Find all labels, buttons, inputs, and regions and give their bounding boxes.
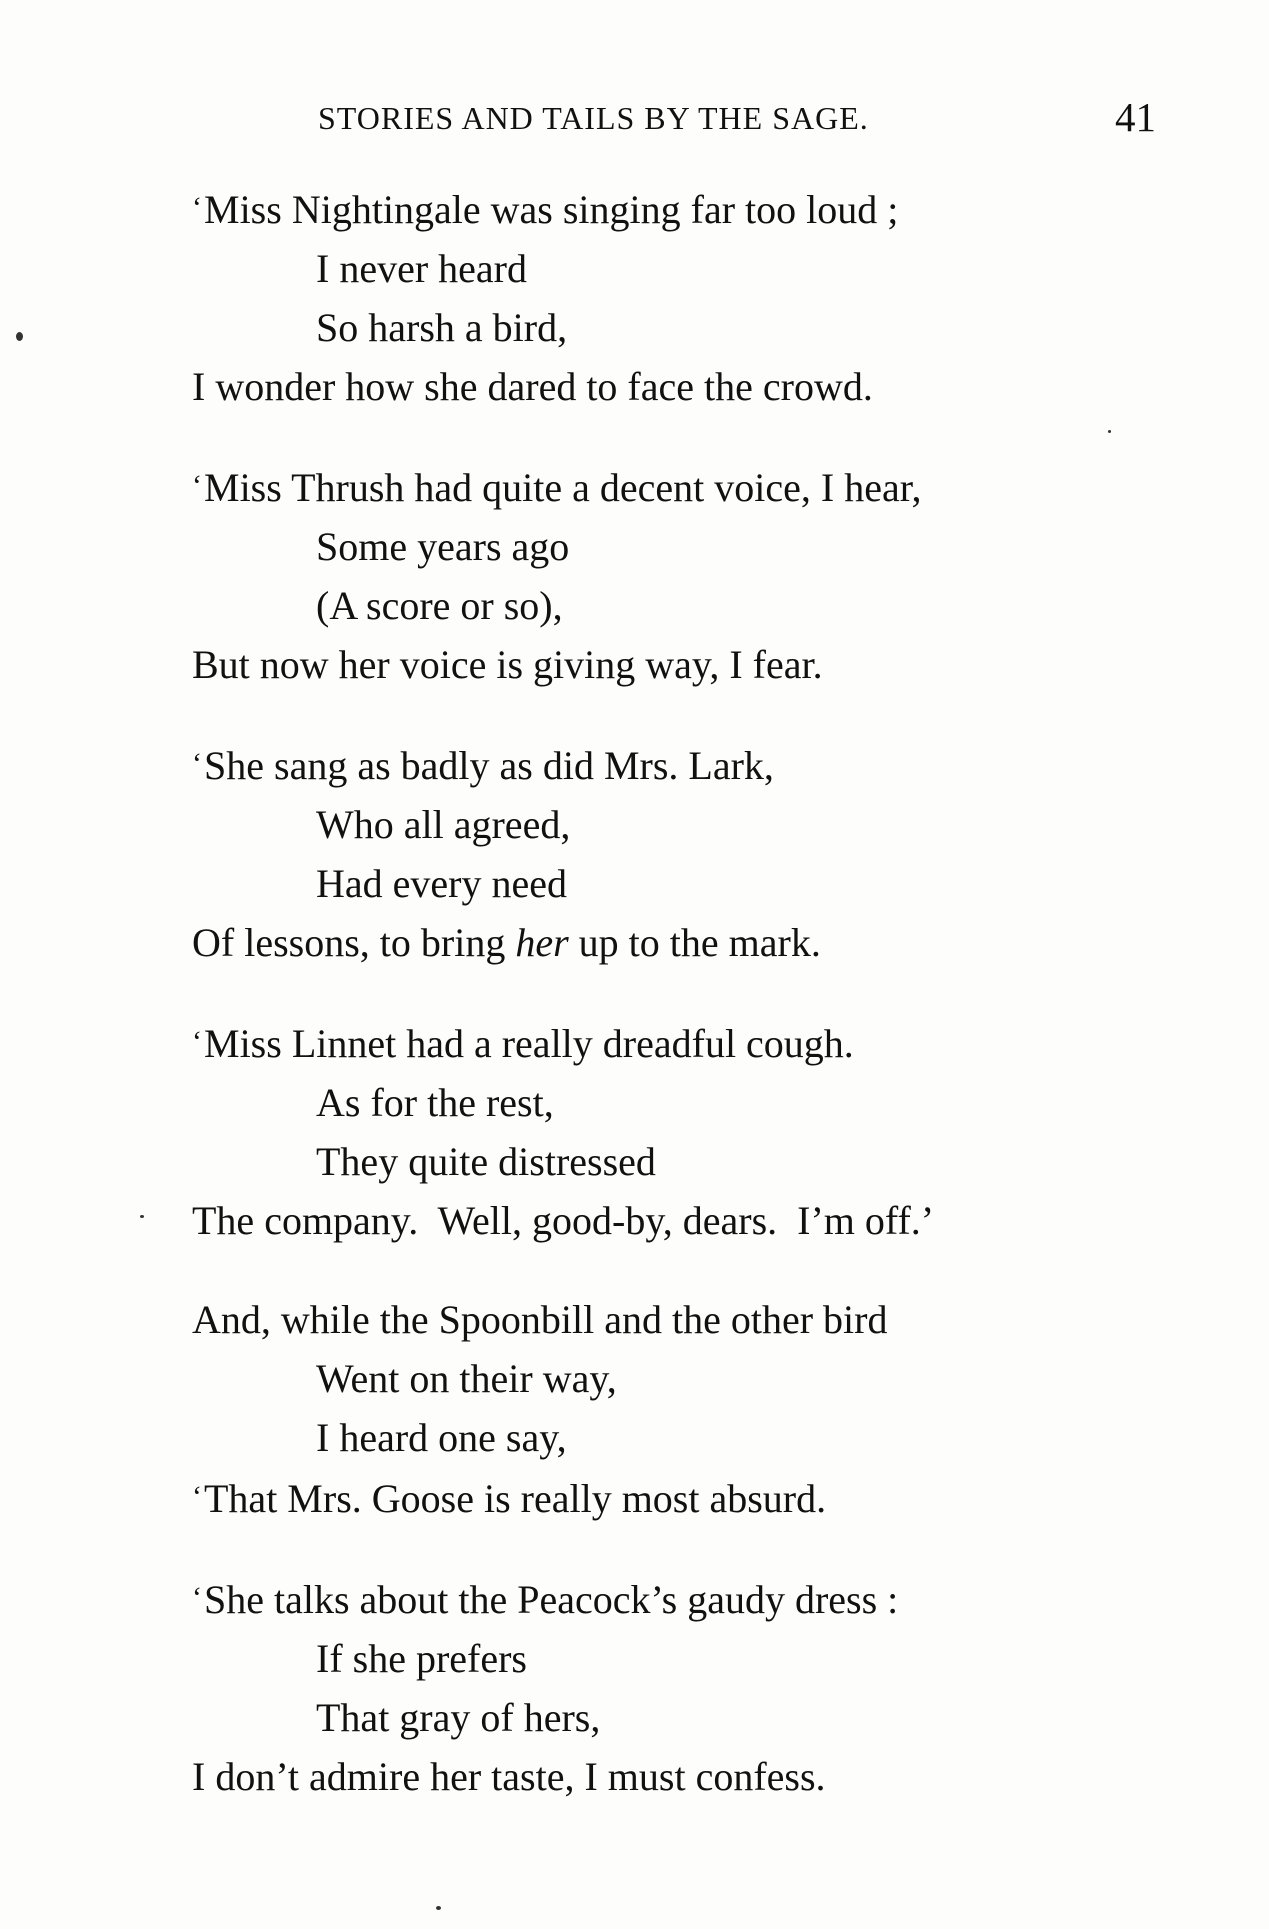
poem-line: I heard one say, — [316, 1415, 567, 1460]
running-title: STORIES AND TAILS BY THE SAGE. — [318, 100, 869, 136]
poem-line: I never heard — [316, 246, 527, 291]
stanza — [192, 456, 1192, 694]
poem-line: ‘She sang as badly as did Mrs. Lark, — [192, 743, 774, 788]
poem-line: So harsh a bird, — [316, 305, 568, 350]
stanza — [192, 1290, 1192, 1528]
stanza — [192, 1568, 1192, 1806]
poem-line: But now her voice is giving way, I fear. — [192, 642, 823, 687]
open-quote: ‘ — [192, 1025, 202, 1058]
poem-line: ‘Miss Nightingale was singing far too loud ; — [192, 187, 899, 232]
stanza — [192, 734, 1192, 972]
poem-line: ‘Miss Linnet had a really dreadful cough. — [192, 1021, 854, 1066]
page-number: 41 — [1115, 94, 1156, 140]
open-quote: ‘ — [192, 1581, 202, 1614]
open-quote: ‘ — [192, 747, 202, 780]
poem-line: Had every need — [316, 861, 567, 906]
poem-line: Went on their way, — [316, 1356, 617, 1401]
poem-line: ‘She talks about the Peacock’s gaudy dress : — [192, 1577, 899, 1622]
poem-line: ‘That Mrs. Goose is really most absurd. — [192, 1476, 827, 1521]
poem — [192, 178, 1192, 1846]
stanza — [192, 1012, 1192, 1250]
poem-line: I don’t admire her taste, I must confess. — [192, 1754, 826, 1799]
poem-line: That gray of hers, — [316, 1695, 601, 1740]
print-speck — [16, 332, 23, 341]
open-quote: ‘ — [192, 469, 202, 502]
poem-line: ‘Miss Thrush had quite a decent voice, I hear, — [192, 465, 922, 510]
open-quote: ‘ — [192, 1480, 202, 1513]
poem-line: If she prefers — [316, 1636, 527, 1681]
poem-line: I wonder how she dared to face the crowd. — [192, 364, 873, 409]
poem-line: (A score or so), — [316, 583, 563, 628]
poem-line: They quite distressed — [316, 1139, 656, 1184]
open-quote: ‘ — [192, 191, 202, 224]
print-speck — [436, 1906, 441, 1910]
poem-line: Some years ago — [316, 524, 570, 569]
italic-word: her — [515, 920, 569, 965]
poem-line: Of lessons, to bring her up to the mark. — [192, 920, 821, 965]
stanza — [192, 178, 1192, 416]
poem-line: Who all agreed, — [316, 802, 571, 847]
poem-line: The company. Well, good-by, dears. I’m off.’ — [192, 1198, 935, 1243]
poem-line: And, while the Spoonbill and the other bird — [192, 1297, 888, 1342]
print-speck — [1108, 430, 1111, 433]
poem-line: As for the rest, — [316, 1080, 554, 1125]
print-speck — [140, 1215, 144, 1218]
